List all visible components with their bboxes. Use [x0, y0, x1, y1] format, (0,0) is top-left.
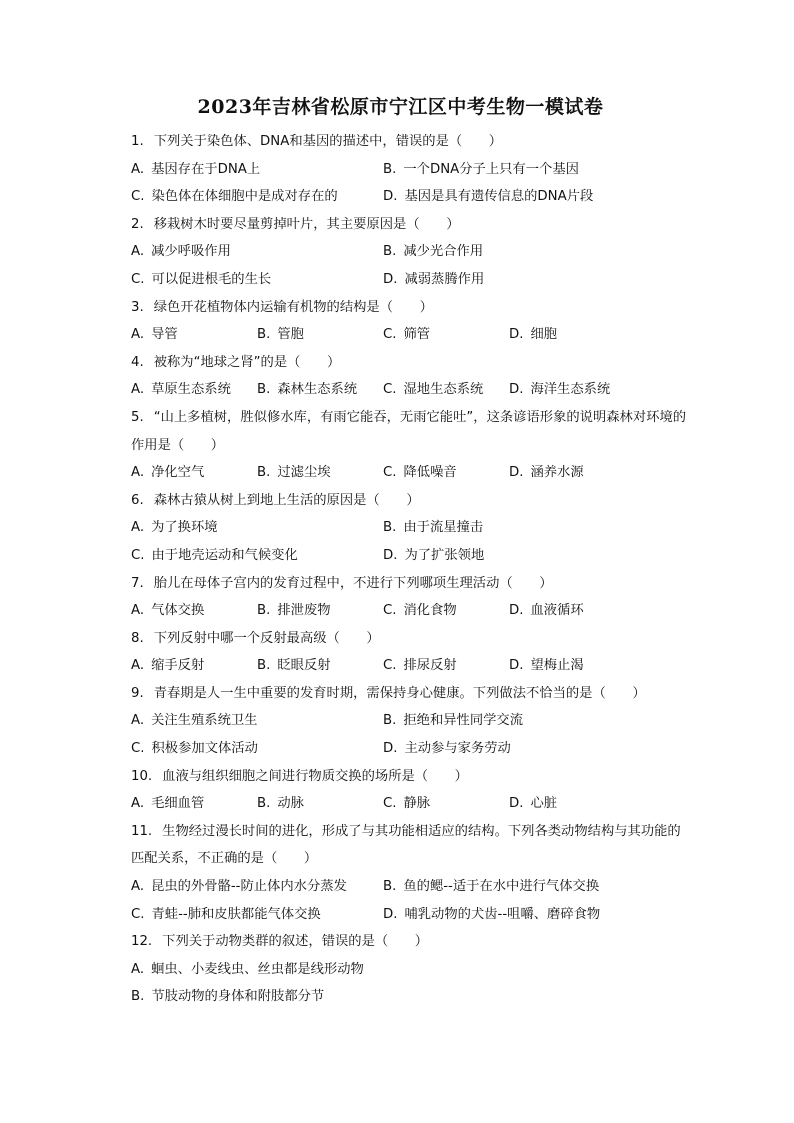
- option: [383, 901, 635, 929]
- option-text: 鱼的鳃--适于在水中进行气体交换: [403, 879, 600, 895]
- option-letter: C.: [131, 741, 145, 757]
- question-stem: [131, 928, 694, 956]
- option-group: [131, 459, 694, 487]
- question-text: 森林古猿从树上到地上生活的原因是（ ）: [153, 492, 420, 508]
- option-text: 森林生态系统: [277, 382, 358, 398]
- option-text: 湿地生态系统: [403, 382, 484, 398]
- option-text: 为了扩张领地: [404, 547, 485, 563]
- option-letter: A.: [131, 382, 145, 398]
- option-text: 筛管: [403, 327, 431, 343]
- option-letter: C.: [383, 327, 397, 343]
- question-number: 10.: [131, 768, 153, 784]
- question-stem: [131, 487, 694, 515]
- option-group: [131, 597, 694, 625]
- option: [383, 266, 635, 294]
- question-number: 6.: [131, 492, 144, 508]
- option-text: 为了换环境: [151, 520, 218, 536]
- option: [257, 652, 383, 680]
- option-letter: B.: [383, 713, 397, 729]
- question-number: 7.: [131, 575, 144, 591]
- option-letter: A.: [131, 961, 145, 977]
- question-text: “山上多植树，胜似修水库，有雨它能吞，无雨它能吐”，这条谚语形象的说明森林对环境的作用是（ ）: [131, 409, 687, 453]
- option-letter: A.: [131, 658, 145, 674]
- option-group: [131, 652, 694, 680]
- option-text: 海洋生态系统: [530, 382, 611, 398]
- option-letter: D.: [383, 741, 398, 757]
- page-title: 2023年吉林省松原市宁江区中考生物一模试卷: [197, 96, 604, 118]
- option-letter: C.: [383, 382, 397, 398]
- option: [383, 238, 635, 266]
- option-letter: D.: [383, 189, 398, 205]
- option: [131, 542, 383, 570]
- option: [383, 873, 635, 901]
- option-text: 基因是具有遗传信息的DNA片段: [404, 189, 594, 205]
- option: [509, 459, 635, 487]
- option-letter: B.: [257, 603, 271, 619]
- option-text: 一个DNA分子上只有一个基因: [403, 161, 579, 177]
- question-list: [131, 128, 694, 1011]
- question-number: 9.: [131, 685, 144, 701]
- option-letter: B.: [257, 465, 271, 481]
- option: [509, 321, 635, 349]
- question-text: 下列反射中哪一个反射最高级（ ）: [153, 630, 380, 646]
- option-letter: A.: [131, 465, 145, 481]
- option-group: [131, 873, 694, 928]
- option-letter: D.: [383, 547, 398, 563]
- question-text: 青春期是人一生中重要的发育时期，需保持身心健康。下列做法不恰当的是（ ）: [153, 685, 646, 701]
- option: [383, 707, 635, 735]
- option-letter: C.: [383, 603, 397, 619]
- option-letter: A.: [131, 244, 145, 260]
- option-letter: D.: [509, 327, 524, 343]
- option: [131, 156, 383, 184]
- option-text: 减少光合作用: [403, 244, 484, 260]
- option-text: 过滤尘埃: [277, 465, 331, 481]
- option-letter: B.: [257, 658, 271, 674]
- option-text: 管胞: [277, 327, 304, 343]
- option: [509, 652, 635, 680]
- option-text: 由于地壳运动和气候变化: [151, 547, 298, 563]
- option-group: [131, 790, 694, 818]
- option-letter: C.: [383, 796, 397, 812]
- option: [131, 376, 257, 404]
- option-group: [131, 238, 694, 293]
- option-letter: A.: [131, 161, 145, 177]
- option-letter: D.: [509, 796, 524, 812]
- option-letter: A.: [131, 713, 145, 729]
- question-text: 生物经过漫长时间的进化，形成了与其功能相适应的结构。下列各类动物结构与其功能的匹配关系，不正确的是（ ）: [131, 823, 681, 867]
- option: [383, 735, 635, 763]
- question-number: 4.: [131, 354, 144, 370]
- option-text: 消化食物: [403, 603, 457, 619]
- option-letter: B.: [257, 796, 271, 812]
- option-letter: D.: [509, 603, 524, 619]
- option-letter: D.: [383, 271, 398, 287]
- option-text: 青蛙--肺和皮肤都能气体交换: [151, 906, 321, 922]
- option: [509, 376, 635, 404]
- question-text: 下列关于动物类群的叙述，错误的是（ ）: [162, 934, 429, 950]
- option-text: 缩手反射: [151, 658, 205, 674]
- option: [383, 156, 635, 184]
- option: [131, 790, 257, 818]
- option-text: 拒绝和异性同学交流: [403, 713, 524, 729]
- option-text: 染色体在体细胞中是成对存在的: [151, 189, 338, 205]
- option-text: 哺乳动物的犬齿--咀嚼、磨碎食物: [404, 906, 601, 922]
- option: [383, 183, 635, 211]
- option-letter: B.: [257, 382, 271, 398]
- option-text: 草原生态系统: [151, 382, 231, 398]
- option-text: 节肢动物的身体和附肢都分节: [151, 989, 325, 1005]
- question-number: 2.: [131, 216, 144, 232]
- option-text: 排尿反射: [403, 658, 457, 674]
- option: [131, 873, 383, 901]
- option-letter: C.: [131, 271, 145, 287]
- option-letter: B.: [383, 161, 397, 177]
- question-stem: [131, 128, 694, 156]
- question-stem: [131, 349, 694, 377]
- option-text: 排泄废物: [277, 603, 331, 619]
- option-letter: A.: [131, 520, 145, 536]
- option-text: 由于流星撞击: [403, 520, 484, 536]
- option-letter: D.: [509, 382, 524, 398]
- option-letter: B.: [383, 520, 397, 536]
- option-letter: C.: [131, 547, 145, 563]
- question-stem: [131, 294, 694, 322]
- option-letter: B.: [131, 989, 145, 1005]
- option-text: 积极参加文体活动: [151, 741, 258, 757]
- option-text: 涵养水源: [530, 465, 584, 481]
- question-stem: [131, 625, 694, 653]
- option-text: 细胞: [530, 327, 558, 343]
- option-text: 基因存在于DNA上: [151, 161, 261, 177]
- option-letter: C.: [383, 465, 397, 481]
- question-text: 绿色开花植物体内运输有机物的结构是（ ）: [153, 299, 433, 315]
- option-letter: C.: [383, 658, 397, 674]
- option-text: 静脉: [403, 796, 431, 812]
- question-stem: [131, 570, 694, 598]
- option-letter: D.: [509, 658, 524, 674]
- option-letter: A.: [131, 603, 145, 619]
- option: [383, 652, 509, 680]
- option-text: 减少呼吸作用: [151, 244, 231, 260]
- option: [131, 321, 257, 349]
- question-text: 胎儿在母体子宫内的发育过程中，不进行下列哪项生理活动（ ）: [153, 575, 553, 591]
- option-text: 蛔虫、小麦线虫、丝虫都是线形动物: [151, 961, 364, 977]
- option: [131, 514, 383, 542]
- question-text: 血液与组织细胞之间进行物质交换的场所是（ ）: [162, 768, 468, 784]
- question-number: 12.: [131, 934, 153, 950]
- question-text: 下列关于染色体、DNA和基因的描述中，错误的是（ ）: [153, 134, 503, 149]
- option: [257, 597, 383, 625]
- option: [131, 652, 257, 680]
- question-stem: [131, 211, 694, 239]
- option-text: 眨眼反射: [277, 658, 331, 674]
- option-letter: D.: [383, 906, 398, 922]
- option: [509, 597, 635, 625]
- option-letter: B.: [257, 327, 271, 343]
- question-text: 移栽树木时要尽量剪掉叶片，其主要原因是（ ）: [153, 216, 460, 232]
- option-letter: D.: [509, 465, 524, 481]
- option-text: 望梅止渴: [530, 658, 584, 674]
- option: [131, 459, 257, 487]
- option: [131, 901, 383, 929]
- option: [131, 183, 383, 211]
- option-letter: C.: [131, 906, 145, 922]
- option: [131, 735, 383, 763]
- option: [131, 597, 257, 625]
- question-text: 被称为“地球之肾”的是（ ）: [153, 354, 341, 370]
- option-group: [131, 321, 694, 349]
- option: [131, 983, 694, 1011]
- option-text: 主动参与家务劳动: [404, 741, 511, 757]
- option-text: 血液循环: [530, 603, 584, 619]
- option: [257, 376, 383, 404]
- option-text: 净化空气: [151, 465, 205, 481]
- option: [257, 459, 383, 487]
- question-number: 3.: [131, 299, 144, 315]
- question-number: 11.: [131, 823, 153, 839]
- option-group: [131, 156, 694, 211]
- option: [257, 321, 383, 349]
- option: [383, 790, 509, 818]
- option: [383, 597, 509, 625]
- option-text: 关注生殖系统卫生: [151, 713, 258, 729]
- question-number: 5.: [131, 409, 144, 425]
- option: [131, 707, 383, 735]
- question-stem: [131, 404, 694, 459]
- question-number: 8.: [131, 630, 144, 646]
- option: [131, 956, 694, 984]
- question-stem: [131, 818, 694, 873]
- option-letter: C.: [131, 189, 145, 205]
- option-text: 心脏: [530, 796, 558, 812]
- option-group: [131, 956, 694, 1011]
- option-text: 动脉: [277, 796, 304, 812]
- question-stem: [131, 763, 694, 791]
- option-group: [131, 707, 694, 762]
- option-group: [131, 376, 694, 404]
- option: [131, 238, 383, 266]
- option-letter: A.: [131, 796, 145, 812]
- option: [383, 459, 509, 487]
- option: [383, 376, 509, 404]
- option: [383, 321, 509, 349]
- option: [131, 266, 383, 294]
- question-number: 1.: [131, 134, 144, 149]
- option-group: [131, 514, 694, 569]
- option-text: 毛细血管: [151, 796, 205, 812]
- option: [383, 514, 635, 542]
- option-letter: A.: [131, 879, 145, 895]
- option-text: 气体交换: [151, 603, 205, 619]
- option-text: 昆虫的外骨骼--防止体内水分蒸发: [151, 879, 347, 895]
- option-text: 降低噪音: [403, 465, 457, 481]
- option: [509, 790, 635, 818]
- option-letter: A.: [131, 327, 145, 343]
- option: [383, 542, 635, 570]
- option: [257, 790, 383, 818]
- option-text: 导管: [151, 327, 178, 343]
- option-letter: B.: [383, 879, 397, 895]
- question-stem: [131, 680, 694, 708]
- option-text: 可以促进根毛的生长: [151, 271, 272, 287]
- option-letter: B.: [383, 244, 397, 260]
- option-text: 减弱蒸腾作用: [404, 271, 485, 287]
